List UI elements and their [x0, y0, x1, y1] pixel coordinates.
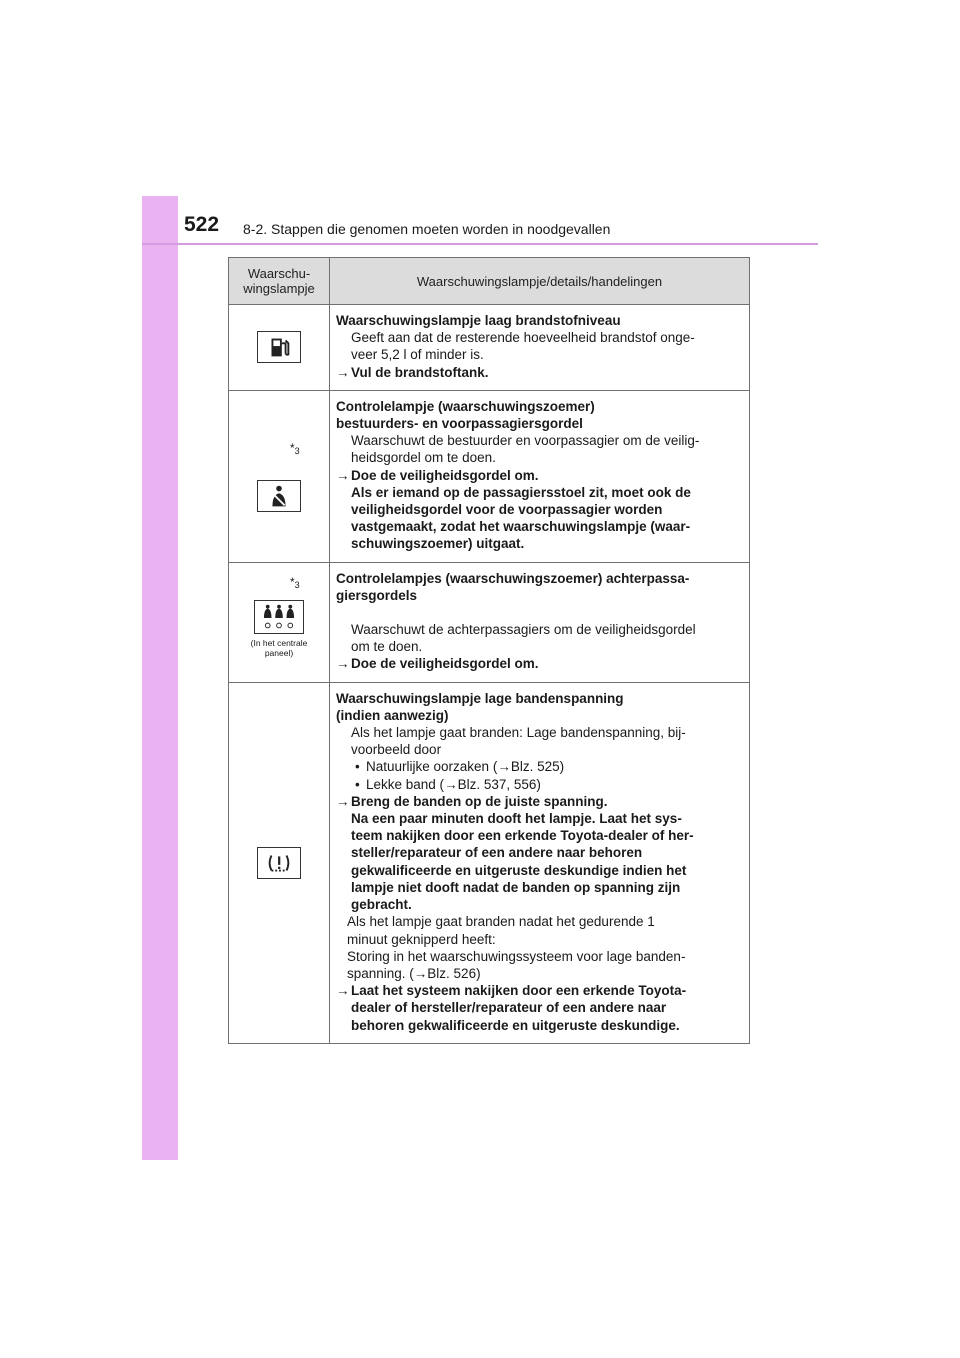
text-cell: [330, 305, 750, 391]
light-desc: Waarschuwt de bestuurder en voorpassagier om de veilig-: [351, 433, 700, 449]
list-item: [336, 758, 742, 775]
col-header-light-line2: wingslampje: [243, 281, 315, 296]
light-desc: om te doen.: [351, 639, 423, 655]
page-reference: Blz. 526): [427, 965, 481, 981]
light-desc: [336, 965, 742, 982]
action-text: Doe de veiligheidsgordel om.: [351, 656, 539, 672]
light-title: Waarschuwingslampje laag brandstofniveau: [336, 313, 621, 328]
footnote-mark: [290, 441, 300, 455]
icon-caption: [229, 638, 329, 658]
arrow-icon: →: [336, 983, 350, 999]
action-detail: veiligheidsgordel voor de voorpassagier worden: [351, 502, 663, 518]
side-tab-bar: [142, 196, 178, 1160]
footnote-number: 3: [294, 579, 300, 590]
bullet-text: Natuurlijke oorzaken (: [366, 759, 498, 775]
action-detail: schuwingszoemer) uitgaat.: [351, 536, 525, 552]
action-detail: behoren gekwalificeerde en uitgeruste deskundige.: [351, 1017, 680, 1033]
action-text: Breng de banden op de juiste spanning.: [351, 793, 608, 809]
light-desc: minuut geknipperd heeft:: [347, 931, 496, 947]
footnote-mark: [290, 575, 300, 589]
bullet-text: Lekke band (: [366, 776, 445, 792]
action-detail: gebracht.: [351, 897, 412, 913]
page-reference: Blz. 537, 556): [457, 776, 541, 792]
light-desc: heidsgordel om te doen.: [351, 450, 496, 466]
light-desc: veer 5,2 l of minder is.: [351, 347, 484, 363]
light-title: bestuurders- en voorpassagiersgordel: [336, 416, 583, 432]
action-text: Doe de veiligheidsgordel om.: [351, 467, 539, 483]
light-title: Controlelampjes (waarschuwingszoemer) achterpassa-: [336, 570, 690, 586]
header-rule: [142, 243, 818, 245]
tire-pressure-icon: [257, 847, 301, 879]
action-detail: teem nakijken door een erkende Toyota-dealer of her-: [351, 828, 694, 844]
table-row: [229, 682, 750, 1043]
light-desc: Als het lampje gaat branden nadat het gedurende 1: [347, 914, 655, 930]
icon-cell: [229, 305, 330, 391]
action-detail: Na een paar minuten dooft het lampje. Laat het sys-: [351, 811, 682, 827]
footnote-star: *: [290, 440, 295, 455]
light-title: (indien aanwezig): [336, 707, 449, 723]
text-cell: [330, 562, 750, 682]
action-detail: steller/reparateur of een andere naar behoren: [351, 845, 643, 861]
rear-seatbelt-icon: [254, 600, 304, 634]
action-text: Laat het systeem nakijken door een erkende Toyota-: [351, 983, 687, 999]
action-line: [336, 982, 742, 999]
table-row: [229, 562, 750, 682]
icon-cell: [229, 390, 330, 562]
desc-text: spanning. (: [347, 965, 414, 981]
light-desc: Geeft aan dat de resterende hoeveelheid brandstof onge-: [351, 330, 695, 346]
text-cell: [330, 390, 750, 562]
page-reference: Blz. 525): [510, 759, 565, 775]
action-detail: dealer of hersteller/reparateur of een andere naar: [351, 1000, 667, 1016]
arrow-icon: →: [444, 776, 458, 792]
action-detail: gekwalificeerde en uitgeruste deskundige indien het: [351, 862, 687, 878]
page-number: 522: [184, 213, 220, 236]
action-line: [336, 655, 742, 672]
action-line: [336, 793, 742, 810]
arrow-icon: →: [336, 364, 350, 380]
icon-cell: [229, 682, 330, 1043]
footnote-star: *: [290, 574, 295, 589]
arrow-icon: →: [336, 467, 350, 483]
table-row: [229, 305, 750, 391]
action-text: Vul de brandstoftank.: [351, 364, 489, 380]
icon-caption-line: paneel): [264, 648, 294, 659]
bullet-icon: •: [355, 759, 360, 775]
bullet-icon: •: [355, 776, 360, 792]
action-detail: vastgemaakt, zodat het waarschuwingslampje (waar-: [351, 519, 691, 535]
table-row: [229, 390, 750, 562]
fuel-pump-icon: [257, 331, 301, 363]
text-cell: [330, 682, 750, 1043]
action-detail: Als er iemand op de passagiersstoel zit, moet ook de: [351, 484, 691, 500]
warning-lights-table: [228, 257, 750, 1044]
light-title: giersgordels: [336, 587, 418, 603]
spacer: [336, 604, 742, 621]
light-desc: voorbeeld door: [351, 742, 442, 758]
arrow-icon: →: [413, 965, 428, 981]
col-header-details: Waarschuwingslampje/details/handelingen: [330, 258, 750, 305]
arrow-icon: →: [336, 793, 350, 809]
arrow-icon: →: [497, 759, 511, 775]
footnote-number: 3: [294, 445, 300, 456]
arrow-icon: →: [336, 656, 350, 672]
section-title: 8-2. Stappen die genomen moeten worden in noodgevallen: [243, 221, 611, 237]
seatbelt-icon: [257, 480, 301, 512]
light-title: Controlelampje (waarschuwingszoemer): [336, 398, 595, 414]
icon-caption-line: (In het centrale: [250, 638, 308, 649]
light-desc: Waarschuwt de achterpassagiers om de veiligheidsgordel: [351, 622, 696, 638]
action-line: [336, 467, 742, 484]
table-header-row: [229, 258, 750, 305]
col-header-light-line1: Waarschu-: [247, 266, 311, 281]
light-desc: Storing in het waarschuwingssysteem voor lage banden-: [347, 948, 686, 964]
light-desc: Als het lampje gaat branden: Lage bandenspanning, bij-: [351, 725, 686, 741]
action-detail: lampje niet dooft nadat de banden op spanning zijn: [351, 879, 681, 895]
col-header-light: [229, 258, 330, 305]
icon-cell: [229, 562, 330, 682]
list-item: [336, 776, 742, 793]
light-title: Waarschuwingslampje lage bandenspanning: [336, 690, 624, 706]
action-line: [336, 364, 742, 381]
